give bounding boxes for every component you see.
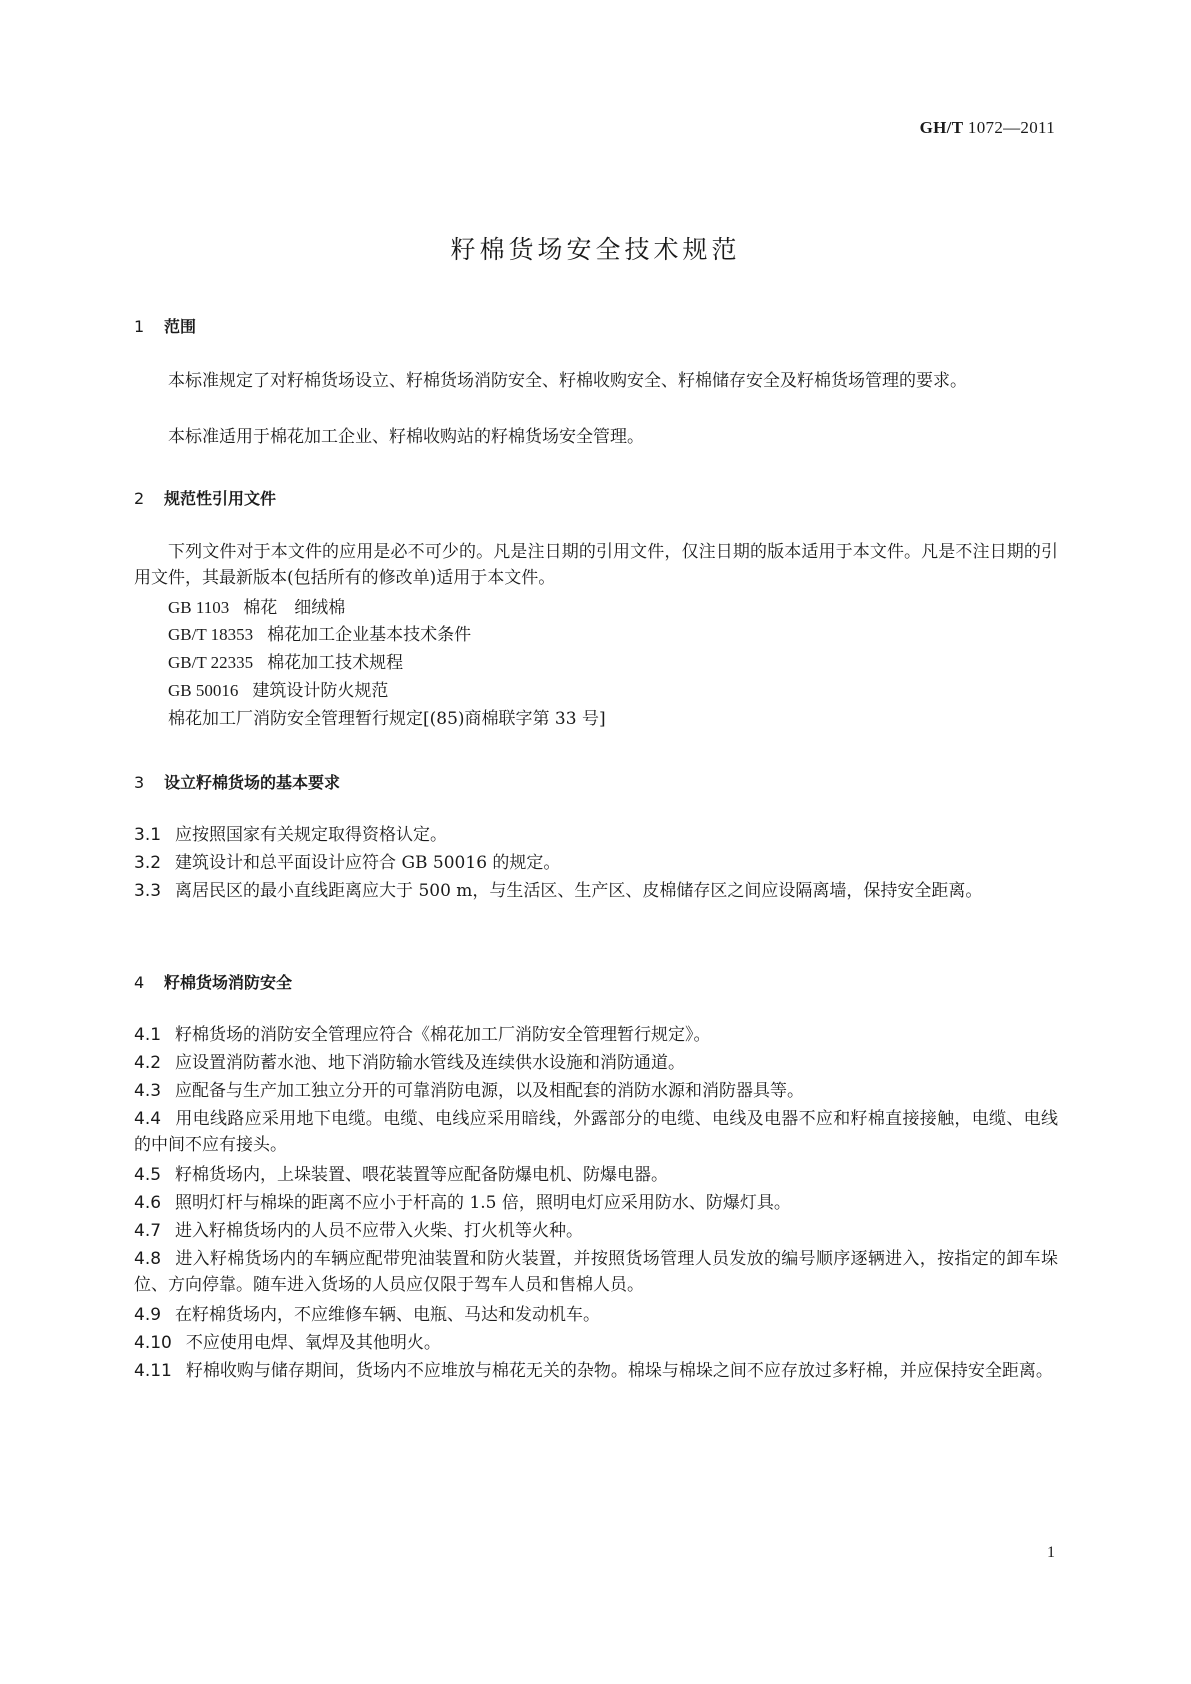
- reference-item: GB/T 18353 棉花加工企业基本技术条件: [168, 625, 472, 645]
- clause-3-3: 3.3 离居民区的最小直线距离应大于 500 m，与生活区、生产区、皮棉储存区之间应设隔离墙，保持安全距离。: [134, 881, 983, 901]
- clause-4-9: 4.9 在籽棉货场内，不应维修车辆、电瓶、马达和发动机车。: [134, 1305, 601, 1325]
- clause-4-8: 4.8 进入籽棉货场内的车辆应配带兜油装置和防火装置，并按照货场管理人员发放的编号顺序逐辆进入，按指定的卸车垛位、方向停靠。随车进入货场的人员应仅限于驾车人员和售棉人员。: [134, 1249, 1058, 1295]
- clause-4-5: 4.5 籽棉货场内，上垛装置、喂花装置等应配备防爆电机、防爆电器。: [134, 1165, 669, 1185]
- clause-3-1: 3.1 应按照国家有关规定取得资格认定。: [134, 825, 448, 845]
- clause-4-3: 4.3 应配备与生产加工独立分开的可靠消防电源，以及相配套的消防水源和消防器具等。: [134, 1081, 805, 1101]
- section-heading-1: 1 范围: [134, 317, 197, 336]
- standard-code: [920, 118, 1055, 138]
- reference-item: 棉花加工厂消防安全管理暂行规定[(85)商棉联字第 33 号]: [168, 709, 606, 729]
- reference-item: GB 1103 棉花 细绒棉: [168, 598, 346, 618]
- section-heading-2: 2 规范性引用文件: [134, 489, 277, 508]
- reference-item: GB/T 22335 棉花加工技术规程: [168, 653, 404, 673]
- clause-4-4: 4.4 用电线路应采用地下电缆。电缆、电线应采用暗线，外露部分的电缆、电线及电器不应和籽棉直接接触，电缆、电线的中间不应有接头。: [134, 1109, 1058, 1155]
- paragraph: 本标准规定了对籽棉货场设立、籽棉货场消防安全、籽棉收购安全、籽棉储存安全及籽棉货场管理的要求。: [168, 371, 967, 391]
- document-title: 籽棉货场安全技术规范: [450, 235, 741, 264]
- clause-4-1: 4.1 籽棉货场的消防安全管理应符合《棉花加工厂消防安全管理暂行规定》。: [134, 1025, 711, 1045]
- clause-4-7: 4.7 进入籽棉货场内的人员不应带入火柴、打火机等火种。: [134, 1221, 584, 1241]
- standard-prefix: GH/T: [919, 118, 964, 137]
- section-heading-3: 3 设立籽棉货场的基本要求: [134, 773, 341, 792]
- paragraph: 本标准适用于棉花加工企业、籽棉收购站的籽棉货场安全管理。: [168, 427, 644, 447]
- clause-4-11: 4.11 籽棉收购与储存期间，货场内不应堆放与棉花无关的杂物。棉垛与棉垛之间不应存放过多籽棉，并应保持安全距离。: [134, 1361, 1053, 1381]
- section-heading-4: 4 籽棉货场消防安全: [134, 973, 293, 992]
- clause-4-10: 4.10 不应使用电焊、氧焊及其他明火。: [134, 1333, 441, 1353]
- standard-number: 1072—2011: [967, 118, 1055, 137]
- reference-item: GB 50016 建筑设计防火规范: [168, 681, 389, 701]
- paragraph: 下列文件对于本文件的应用是必不可少的。凡是注日期的引用文件，仅注日期的版本适用于本文件。凡是不注日期的引用文件，其最新版本(包括所有的修改单)适用于本文件。: [134, 542, 1058, 588]
- clause-4-2: 4.2 应设置消防蓄水池、地下消防输水管线及连续供水设施和消防通道。: [134, 1053, 686, 1073]
- clause-4-6: 4.6 照明灯杆与棉垛的距离不应小于杆高的 1.5 倍，照明电灯应采用防水、防爆灯具。: [134, 1193, 791, 1213]
- page-number: 1: [1047, 1544, 1055, 1561]
- clause-3-2: 3.2 建筑设计和总平面设计应符合 GB 50016 的规定。: [134, 853, 561, 873]
